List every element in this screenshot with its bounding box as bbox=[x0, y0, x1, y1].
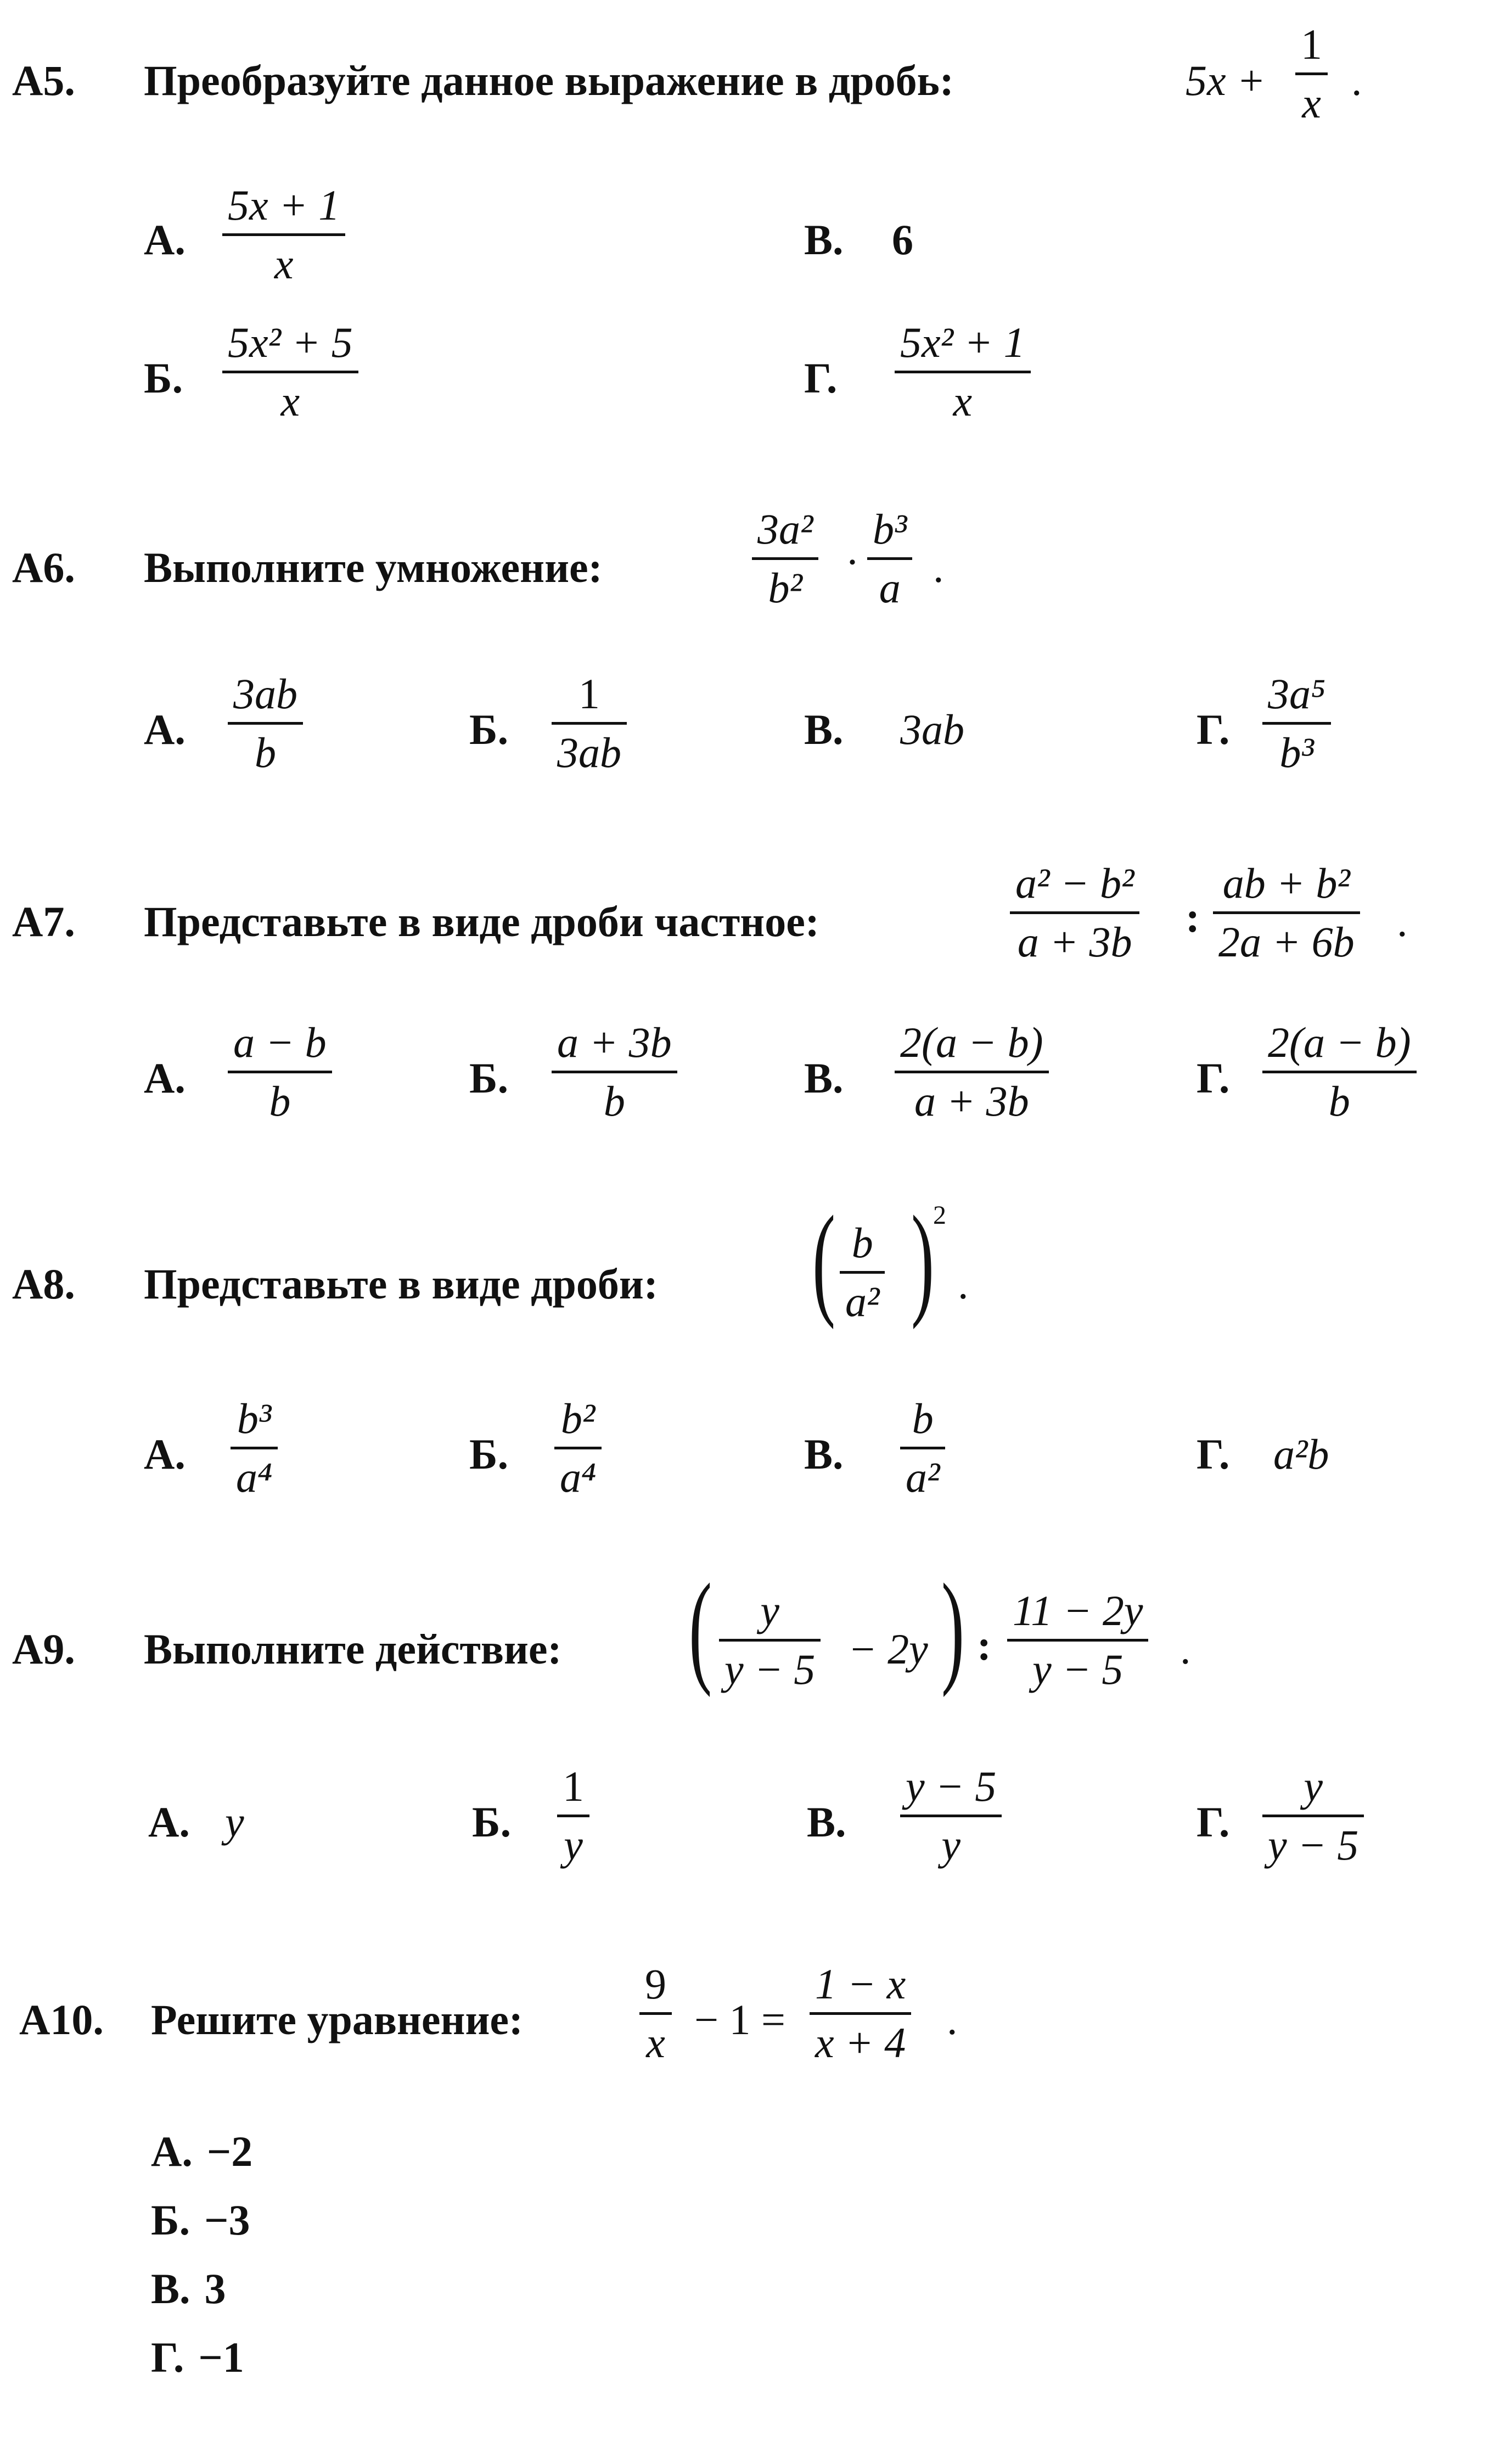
denominator: 3ab bbox=[557, 729, 621, 776]
option-c-value: 3ab bbox=[900, 705, 964, 753]
option-value: −3 bbox=[204, 2196, 250, 2244]
numerator: a² − b² bbox=[1015, 859, 1134, 907]
option-label: А. bbox=[144, 1430, 186, 1478]
denominator: a² bbox=[906, 1453, 940, 1501]
denominator: a + 3b bbox=[914, 1077, 1029, 1125]
expr-fraction-2 bbox=[867, 505, 912, 612]
numerator: ab + b² bbox=[1222, 859, 1350, 907]
problem-number: A5. bbox=[12, 57, 75, 104]
option-label: А. bbox=[148, 1798, 190, 1846]
expr-fraction-1 bbox=[1010, 859, 1139, 966]
option-label: В. bbox=[804, 1054, 844, 1102]
option-label: В. bbox=[807, 1798, 846, 1846]
option-label: А. bbox=[151, 2127, 193, 2175]
expr-fraction-1 bbox=[639, 1960, 672, 2067]
denominator: b bbox=[269, 1077, 291, 1125]
expr-period: . bbox=[947, 1996, 958, 2043]
denominator: b³ bbox=[1279, 729, 1314, 776]
numerator: a + 3b bbox=[557, 1018, 672, 1066]
denominator: b² bbox=[768, 564, 802, 612]
expr-middle: − 1 = bbox=[694, 1996, 785, 2043]
denominator: y − 5 bbox=[1032, 1645, 1124, 1693]
denominator: a⁴ bbox=[236, 1453, 273, 1501]
denominator: a⁴ bbox=[560, 1453, 597, 1501]
numerator: 3a⁵ bbox=[1268, 670, 1326, 718]
option-d-fraction bbox=[1262, 1018, 1417, 1125]
option-label: В. bbox=[804, 216, 844, 264]
option-c-fraction bbox=[900, 1397, 945, 1499]
problem-number: A10. bbox=[19, 1996, 104, 2043]
option-label: Г. bbox=[1197, 1054, 1230, 1102]
option-label: Б. bbox=[472, 1798, 512, 1846]
expr-fraction-1 bbox=[752, 505, 818, 612]
expr-fraction bbox=[1295, 20, 1328, 127]
option-value: −2 bbox=[206, 2127, 253, 2175]
option-d-fraction bbox=[895, 318, 1031, 425]
expr-operator: : bbox=[1186, 893, 1200, 941]
expr-lead: 5x + bbox=[1186, 57, 1266, 104]
denominator: x + 4 bbox=[815, 2019, 906, 2067]
denominator: a + 3b bbox=[1017, 918, 1132, 966]
option-label: Г. bbox=[1197, 1430, 1230, 1478]
option-b-fraction bbox=[222, 318, 358, 425]
option-c-fraction bbox=[895, 1018, 1049, 1125]
option-value: −1 bbox=[198, 2333, 244, 2381]
denominator: y bbox=[564, 1821, 583, 1869]
problem-prompt: Решите уравнение: bbox=[151, 1996, 524, 2043]
option-a-fraction bbox=[222, 181, 345, 288]
numerator: 5x² + 1 bbox=[900, 318, 1025, 366]
option-c bbox=[151, 2267, 226, 2310]
option-label: Г. bbox=[151, 2333, 184, 2381]
denominator: y − 5 bbox=[1268, 1821, 1359, 1869]
numerator: 1 bbox=[1301, 20, 1322, 68]
problem-number: A6. bbox=[12, 544, 75, 591]
numerator: b² bbox=[560, 1395, 596, 1442]
option-label: В. bbox=[804, 705, 844, 753]
numerator: 2(a − b) bbox=[900, 1018, 1043, 1066]
denominator: x bbox=[280, 377, 300, 425]
problem-prompt: Выполните умножение: bbox=[144, 544, 603, 591]
right-paren: ) bbox=[941, 1558, 965, 1698]
option-c-value: 6 bbox=[892, 216, 913, 264]
problem-number: A9. bbox=[12, 1625, 75, 1673]
option-label: Г. bbox=[1197, 705, 1230, 753]
numerator: y bbox=[760, 1587, 779, 1634]
numerator: y − 5 bbox=[906, 1762, 997, 1810]
numerator: b bbox=[851, 1219, 873, 1267]
right-paren: ) bbox=[911, 1190, 935, 1330]
option-label: Б. bbox=[144, 354, 183, 402]
option-b-fraction bbox=[552, 1018, 677, 1125]
option-d-fraction bbox=[1262, 670, 1331, 776]
option-a-value: y bbox=[225, 1798, 244, 1846]
expr-period: . bbox=[1180, 1625, 1191, 1673]
option-value: 3 bbox=[204, 2265, 226, 2312]
expr-period: . bbox=[933, 544, 944, 591]
denominator: 2a + 6b bbox=[1218, 918, 1355, 966]
numerator: 3a² bbox=[757, 505, 813, 553]
option-d-fraction bbox=[1262, 1762, 1364, 1869]
expr-fraction-2 bbox=[810, 1960, 911, 2067]
option-label: Б. bbox=[151, 2196, 190, 2244]
expr-fraction-1 bbox=[719, 1589, 821, 1691]
option-a-fraction bbox=[228, 670, 303, 776]
option-label: А. bbox=[144, 705, 186, 753]
denominator: x bbox=[953, 377, 973, 425]
numerator: 5x + 1 bbox=[228, 181, 340, 229]
numerator: 1 bbox=[563, 1762, 584, 1810]
option-label: Б. bbox=[469, 1054, 509, 1102]
denominator: y bbox=[941, 1821, 960, 1869]
numerator: 11 − 2y bbox=[1013, 1587, 1143, 1634]
option-label: Б. bbox=[469, 1430, 509, 1478]
numerator: 5x² + 5 bbox=[228, 318, 353, 366]
problem-prompt: Представьте в виде дроби: bbox=[144, 1260, 658, 1308]
numerator: y bbox=[1304, 1762, 1323, 1810]
denominator: b bbox=[603, 1077, 625, 1125]
option-label: В. bbox=[804, 1430, 844, 1478]
option-d bbox=[151, 2333, 244, 2381]
problem-number: A7. bbox=[12, 898, 75, 945]
denominator: a² bbox=[845, 1278, 880, 1325]
left-paren: ( bbox=[689, 1558, 712, 1698]
expr-fraction-2 bbox=[1007, 1589, 1148, 1691]
option-label: Г. bbox=[1197, 1798, 1230, 1846]
option-b-fraction bbox=[554, 1397, 602, 1499]
denominator: x bbox=[646, 2019, 665, 2067]
problem-number: A8. bbox=[12, 1260, 75, 1308]
problem-prompt: Преобразуйте данное выражение в дробь: bbox=[144, 57, 954, 104]
expr-period: . bbox=[1397, 898, 1408, 945]
option-b-fraction bbox=[552, 670, 627, 776]
denominator: b bbox=[1328, 1077, 1350, 1125]
left-paren: ( bbox=[812, 1190, 836, 1330]
numerator: b bbox=[912, 1395, 934, 1442]
numerator: 1 − x bbox=[815, 1960, 906, 2008]
denominator: x bbox=[274, 240, 294, 288]
option-label: А. bbox=[144, 1054, 186, 1102]
expr-fraction-2 bbox=[1213, 859, 1360, 966]
expr-operator: · bbox=[845, 538, 860, 586]
problem-prompt: Представьте в виде дроби частное: bbox=[144, 898, 819, 945]
denominator: y − 5 bbox=[724, 1645, 816, 1693]
numerator: 1 bbox=[578, 670, 600, 718]
option-b-fraction bbox=[557, 1762, 589, 1869]
expr-period: . bbox=[1351, 57, 1362, 104]
expr-power: 2 bbox=[933, 1201, 946, 1230]
numerator: a − b bbox=[233, 1018, 327, 1066]
numerator: 2(a − b) bbox=[1268, 1018, 1411, 1066]
denominator: b bbox=[255, 729, 276, 776]
expr-period: . bbox=[958, 1260, 969, 1308]
numerator: 9 bbox=[645, 1960, 666, 2008]
option-a-fraction bbox=[228, 1018, 332, 1125]
option-a-fraction bbox=[231, 1397, 278, 1499]
option-b bbox=[151, 2196, 250, 2244]
option-d-value: a²b bbox=[1273, 1430, 1329, 1478]
numerator: 3ab bbox=[233, 670, 297, 718]
option-a bbox=[151, 2127, 253, 2175]
denominator: x bbox=[1302, 79, 1321, 127]
denominator: a bbox=[879, 564, 901, 612]
option-label: А. bbox=[144, 216, 186, 264]
option-label: В. bbox=[151, 2265, 190, 2312]
numerator: b³ bbox=[237, 1395, 272, 1442]
option-c-fraction bbox=[900, 1762, 1002, 1869]
expr-operator: : bbox=[977, 1621, 991, 1669]
expr-fraction bbox=[840, 1219, 885, 1325]
option-label: Б. bbox=[469, 705, 509, 753]
option-label: Г. bbox=[804, 354, 838, 402]
expr-minus-term: − 2y bbox=[848, 1625, 928, 1673]
problem-prompt: Выполните действие: bbox=[144, 1625, 562, 1673]
numerator: b³ bbox=[873, 505, 907, 553]
